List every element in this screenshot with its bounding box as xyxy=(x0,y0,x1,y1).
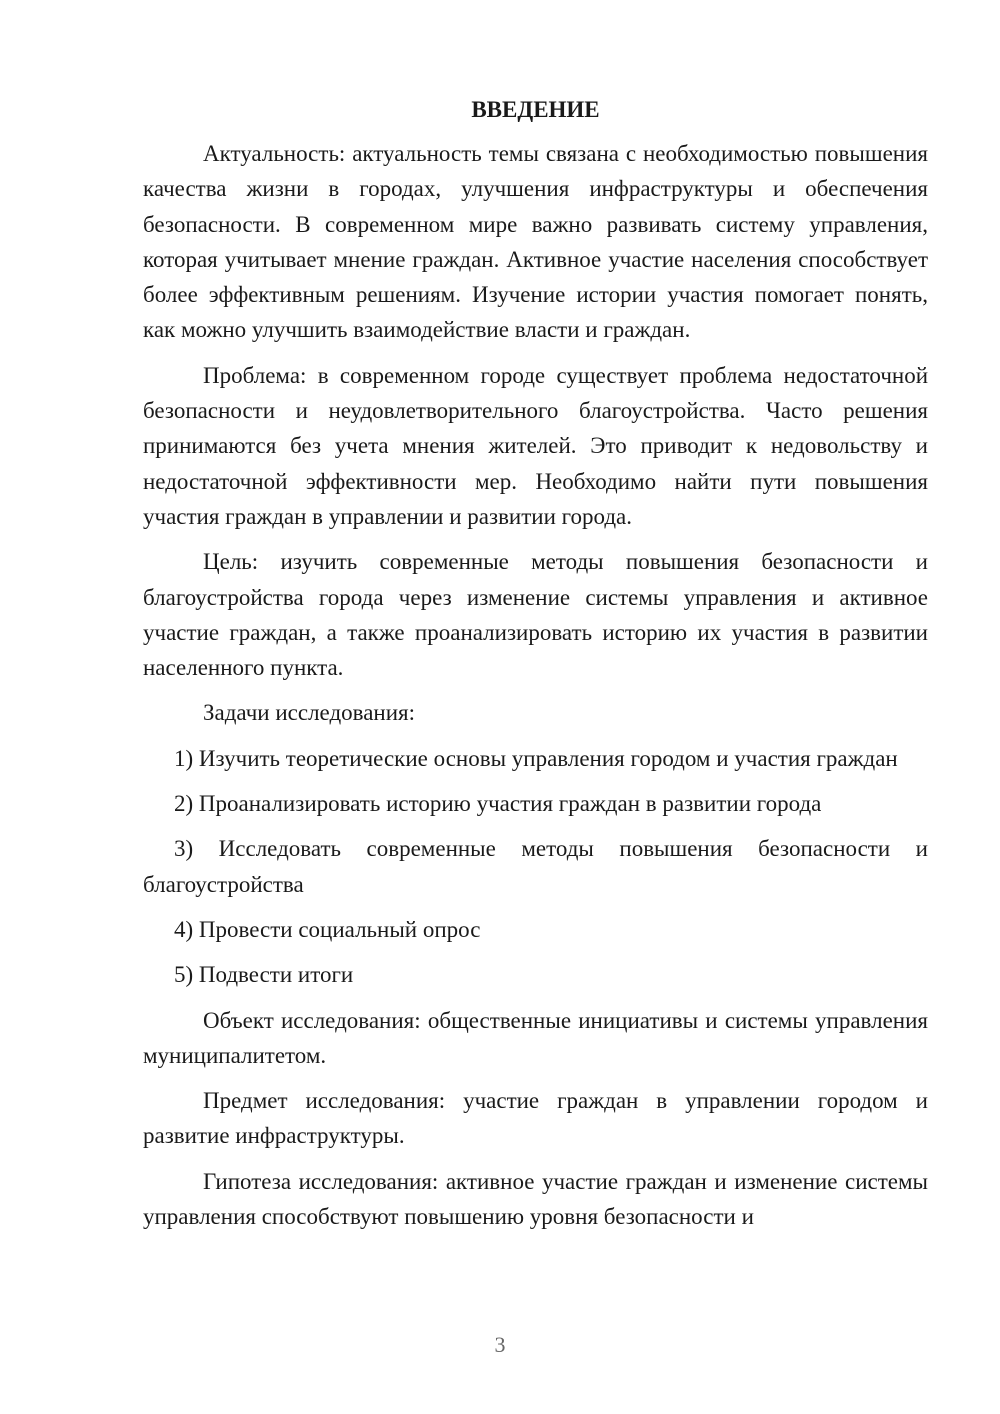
problem-paragraph: Проблема: в современном городе существует проблема недостаточной безопасности и неудовлетворительного благоустройства. Часто решения принимаются без учета мнения жителей. Это приводит к недовольству и недостаточной эффективности мер. Необходимо найти пути повышения участия граждан в управлении и развитии города. xyxy=(143,362,928,529)
goal-paragraph: Цель: изучить современные методы повышения безопасности и благоустройства города через изменение системы управления и активное участие граждан, а также проанализировать историю их участия в развитии населенного пункта. xyxy=(143,549,928,681)
object-paragraph: Объект исследования: общественные инициативы и системы управления муниципалитетом. xyxy=(143,1007,928,1068)
page-number: 3 xyxy=(494,1332,506,1357)
task-item-1: 1) Изучить теоретические основы управления городом и участия граждан xyxy=(174,745,898,771)
task-item-3: 3) Исследовать современные методы повышения безопасности и благоустройства xyxy=(143,836,928,897)
hypothesis-paragraph: Гипотеза исследования: активное участие граждан и изменение системы управления способствуют повышению уровня безопасности и xyxy=(143,1168,928,1230)
subject-paragraph: Предмет исследования: участие граждан в управлении городом и развитие инфраструктуры. xyxy=(143,1088,928,1149)
task-item-5: 5) Подвести итоги xyxy=(174,962,354,988)
task-item-2: 2) Проанализировать историю участия граждан в развитии города xyxy=(174,791,822,817)
relevance-paragraph: Актуальность: актуальность темы связана с необходимостью повышения качества жизни в городах, улучшения инфраструктуры и обеспечения безопасности. В современном мире важно развивать систему управления, которая учитывает мнение граждан. Активное участие населения способствует более эффективным решениям. Изучение истории участия помогает понять, как можно улучшить взаимодействие власти и граждан. xyxy=(143,141,928,343)
task-item-4: 4) Провести социальный опрос xyxy=(174,916,481,942)
section-title: ВВЕДЕНИЕ xyxy=(471,97,600,122)
document-body xyxy=(143,92,928,1244)
tasks-heading: Задачи исследования: xyxy=(203,700,416,726)
